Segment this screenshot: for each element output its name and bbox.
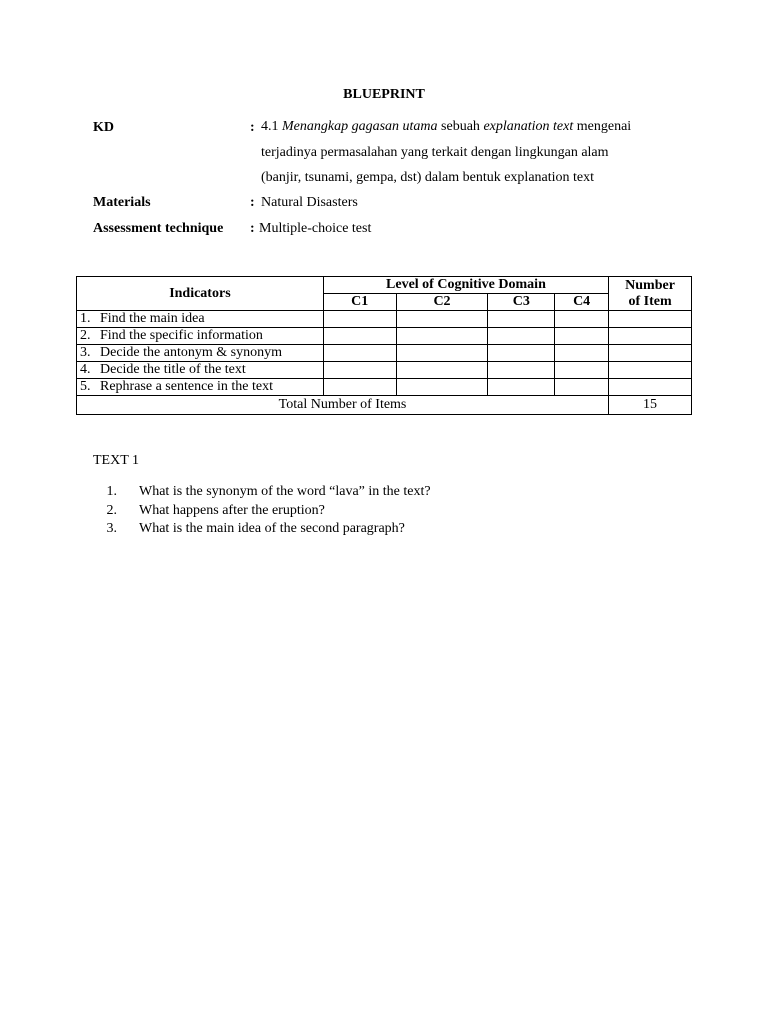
- cell-c2: [396, 379, 488, 396]
- header-level: Level of Cognitive Domain: [323, 277, 608, 294]
- indicator-cell: [77, 379, 324, 396]
- cell-number: [609, 362, 692, 379]
- table-row: [77, 379, 692, 396]
- kd-line-2: terjadinya permasalahan yang terkait dengan lingkungan alam: [261, 145, 609, 160]
- cell-c2: [396, 362, 488, 379]
- cell-c3: [488, 345, 555, 362]
- header-indicators: Indicators: [77, 277, 324, 311]
- cell-c3: [488, 379, 555, 396]
- total-value: 15: [609, 396, 692, 415]
- header-c1: C1: [323, 294, 396, 311]
- cell-c1: [323, 345, 396, 362]
- header-c3: C3: [488, 294, 555, 311]
- question-num: 2.: [106, 502, 117, 518]
- question-num: 3.: [106, 521, 117, 536]
- indicator-text: Decide the title of the text: [100, 362, 246, 377]
- kd-end: mengenai: [576, 119, 632, 134]
- kd-colon: :: [250, 120, 255, 135]
- cell-number: [609, 379, 692, 396]
- table-row: [77, 362, 692, 379]
- cell-c4: [555, 311, 609, 328]
- kd-italic-2: explanation text: [483, 119, 574, 134]
- question-text: What is the main idea of the second paragraph?: [139, 521, 405, 536]
- cell-c2: [396, 311, 488, 328]
- indicator-num: 2.: [80, 328, 91, 343]
- kd-line-1: [261, 119, 631, 135]
- cell-number: [609, 345, 692, 362]
- header-c2: C2: [396, 294, 488, 311]
- header-number-line-1: Number: [625, 277, 675, 293]
- list-item: [93, 483, 431, 502]
- cell-c2: [396, 345, 488, 362]
- cell-c4: [555, 328, 609, 345]
- kd-italic-1: Menangkap gagasan utama: [282, 119, 438, 134]
- indicator-cell: [77, 328, 324, 345]
- indicator-cell: [77, 311, 324, 328]
- indicator-num: 3.: [80, 345, 91, 360]
- question-list: [93, 483, 431, 539]
- list-item: [93, 502, 431, 521]
- indicator-text: Find the specific information: [100, 328, 263, 343]
- cell-c4: [555, 345, 609, 362]
- question-num: 1.: [106, 484, 117, 499]
- indicator-cell: [77, 345, 324, 362]
- assessment-colon: :: [250, 221, 255, 236]
- materials-colon: :: [250, 195, 255, 210]
- table-row: [77, 345, 692, 362]
- cell-c4: [555, 379, 609, 396]
- materials-label: Materials: [93, 195, 151, 210]
- cell-c3: [488, 311, 555, 328]
- page-title: BLUEPRINT: [343, 87, 425, 102]
- cell-c1: [323, 379, 396, 396]
- kd-mid: sebuah: [441, 119, 480, 134]
- indicator-text: Find the main idea: [100, 311, 205, 326]
- indicator-num: 1.: [80, 311, 91, 326]
- indicator-text: Decide the antonym & synonym: [100, 345, 282, 360]
- cell-c3: [488, 328, 555, 345]
- table-header-row-1: [77, 277, 692, 294]
- question-text: What is the synonym of the word “lava” in the text?: [139, 484, 431, 499]
- list-item: [93, 520, 431, 539]
- kd-label: KD: [93, 120, 114, 135]
- total-label: Total Number of Items: [77, 396, 609, 415]
- cell-c1: [323, 328, 396, 345]
- cell-number: [609, 311, 692, 328]
- table-row: [77, 328, 692, 345]
- blueprint-table: [76, 276, 692, 415]
- header-number-line-2: of Item: [628, 293, 672, 309]
- cell-c1: [323, 311, 396, 328]
- cell-c3: [488, 362, 555, 379]
- materials-value: Natural Disasters: [261, 195, 358, 210]
- assessment-label: Assessment technique: [93, 221, 224, 236]
- cell-c1: [323, 362, 396, 379]
- indicator-num: 5.: [80, 379, 91, 394]
- cell-c4: [555, 362, 609, 379]
- kd-line-3: (banjir, tsunami, gempa, dst) dalam bentuk explanation text: [261, 170, 595, 185]
- assessment-value: Multiple-choice test: [259, 221, 372, 236]
- header-number: [609, 277, 692, 311]
- kd-number: 4.1: [261, 119, 279, 134]
- header-c4: C4: [555, 294, 609, 311]
- indicator-text: Rephrase a sentence in the text: [100, 379, 273, 394]
- indicator-cell: [77, 362, 324, 379]
- cell-number: [609, 328, 692, 345]
- table-row: [77, 311, 692, 328]
- cell-c2: [396, 328, 488, 345]
- indicator-num: 4.: [80, 362, 91, 377]
- table-total-row: [77, 396, 692, 415]
- text-heading: TEXT 1: [93, 453, 140, 468]
- question-text: What happens after the eruption?: [139, 502, 325, 518]
